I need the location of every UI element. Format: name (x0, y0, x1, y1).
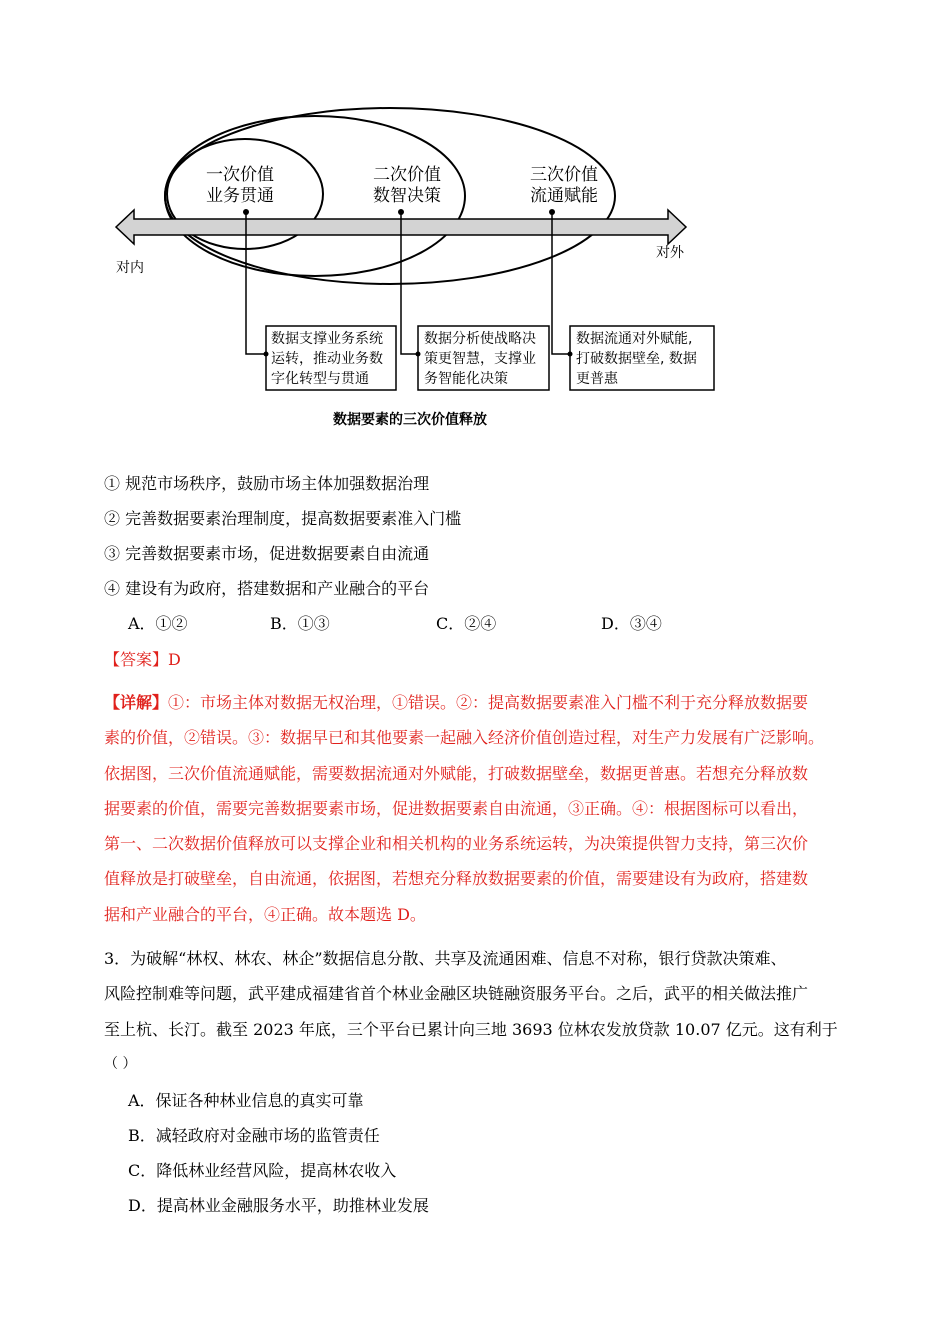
box3-line3: 更普惠 (576, 371, 618, 387)
axis-left-label: 对内 (116, 260, 144, 276)
q3-option-d[interactable]: D．提高林业金融服务水平，助推林业发展 (128, 1196, 429, 1215)
value-release-diagram (0, 0, 950, 400)
q2-item-1: ① 规范市场秩序，鼓励市场主体加强数据治理 (104, 474, 430, 493)
q2-answer: 【答案】D (104, 650, 181, 669)
ellipse3-line1: 三次价值 (530, 165, 598, 185)
q3-option-b[interactable]: B．减轻政府对金融市场的监管责任 (128, 1126, 380, 1145)
detail-line-2: 素的价值，②错误。③：数据早已和其他要素一起融入经济价值创造过程，对生产力发展有广泛影响。 (104, 728, 825, 748)
box2-line1: 数据分析使战略决 (424, 331, 536, 347)
ellipse2-line2: 数智决策 (373, 186, 441, 206)
box1-dot (264, 352, 269, 357)
detail-line-6: 值释放是打破壁垒，自由流通，依据图，若想充分释放数据要素的价值，需要建设有为政府，搭建数 (104, 869, 809, 889)
q3-stem-line-1: 3．为破解“林权、林农、林企”数据信息分散、共享及流通困难、信息不对称，银行贷款决策难、 (104, 949, 787, 968)
q2-item-4: ④ 建设有为政府，搭建数据和产业融合的平台 (104, 579, 430, 598)
q3-stem (104, 941, 838, 1047)
q2-option-b[interactable]: B．①③ (270, 614, 330, 633)
q3-stem-line-2: 风险控制难等问题，武平建成福建省首个林业金融区块链融资服务平台。之后，武平的相关做法推广 (104, 984, 809, 1004)
box3-line2: 打破数据壁垒, 数据 (576, 351, 697, 367)
detail-line-5: 第一、二次数据价值释放可以支撑企业和相关机构的业务系统运转，为决策提供智力支持，第三次价 (104, 834, 809, 854)
box1-line1: 数据支撑业务系统 (271, 331, 383, 347)
q3-option-a[interactable]: A．保证各种林业信息的真实可靠 (128, 1091, 364, 1110)
ellipse3-line2: 流通赋能 (530, 186, 598, 206)
q2-option-d[interactable]: D．③④ (601, 614, 662, 633)
q2-option-a[interactable]: A．①② (128, 614, 188, 633)
box2-dot (416, 352, 421, 357)
q3-stem-line-3: 至上杭、长汀。截至 2023 年底，三个平台已累计向三地 3693 位林农发放贷款 10.07 亿元。这有利于 (104, 1019, 838, 1039)
ellipse1-line2: 业务贯通 (206, 186, 274, 206)
figure-caption-block (0, 400, 950, 430)
box3-dot (568, 352, 573, 357)
q3-option-c[interactable]: C．降低林业经营风险，提高林农收入 (128, 1161, 397, 1180)
box1-line2: 运转，推动业务数 (271, 351, 383, 367)
ellipse1-line1: 一次价值 (206, 165, 274, 185)
q2-option-c[interactable]: C．②④ (436, 614, 497, 633)
detail-line-1 (104, 685, 824, 720)
detail-line-7: 据和产业融合的平台，④正确。故本题选 D。 (104, 904, 426, 924)
detail-line-4: 据要素的价值，需要完善数据要素市场，促进数据要素自由流通，③正确。④：根据图标可以看出， (104, 798, 809, 818)
detail-line-3: 依据图，三次价值流通赋能，需要数据流通对外赋能，打破数据壁垒，数据更普惠。若想充分释放数 (104, 763, 809, 783)
box1-line3: 字化转型与贯通 (271, 371, 369, 387)
box2-line3: 务智能化决策 (424, 371, 508, 387)
q3-paren: （ ） (104, 1056, 137, 1072)
box2-line2: 策更智慧，支撑业 (424, 351, 536, 367)
q2-item-3: ③ 完善数据要素市场，促进数据要素自由流通 (104, 544, 430, 563)
axis-right-label: 对外 (656, 245, 684, 261)
detail-label: 【详解】 (104, 693, 169, 712)
box3-line1: 数据流通对外赋能, (576, 331, 693, 347)
figure-caption-text: 数据要素的三次价值释放 (333, 412, 487, 428)
q2-detail (104, 685, 824, 932)
detail-line-1-text: ①：市场主体对数据无权治理，①错误。②：提高数据要素准入门槛不利于充分释放数据要 (168, 693, 809, 712)
q2-item-2: ② 完善数据要素治理制度，提高数据要素准入门槛 (104, 509, 462, 528)
ellipse2-line1: 二次价值 (373, 165, 441, 185)
